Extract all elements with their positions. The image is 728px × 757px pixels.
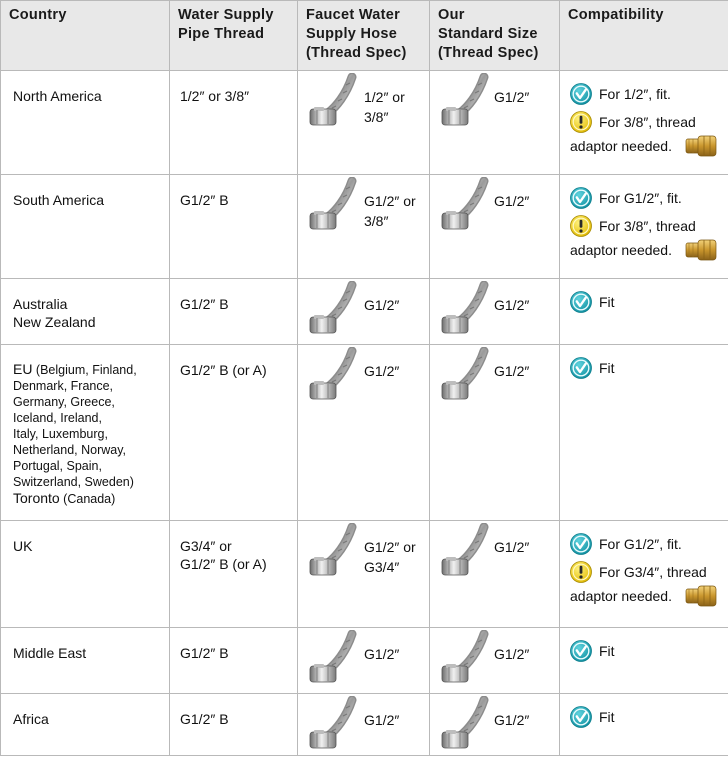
hose-thread-label: 1/2″ or 3/8″	[364, 89, 405, 125]
check-badge-icon	[570, 533, 592, 555]
country-cell: South America	[1, 175, 170, 279]
fit-text: Fit	[599, 643, 615, 659]
braided-hose-icon	[306, 177, 358, 231]
country-cell: Australia New Zealand	[1, 279, 170, 345]
hose-thread-cell	[298, 694, 430, 756]
brass-adaptor-icon	[684, 237, 718, 263]
our-size-label: G1/2″	[494, 712, 530, 728]
warn-text-2: adaptor needed.	[570, 588, 672, 604]
header-compatibility: Compatibility	[560, 1, 728, 71]
braided-hose-icon	[438, 523, 490, 577]
warn-text: For 3/8″, thread	[599, 114, 696, 130]
braided-hose-icon	[306, 523, 358, 577]
pipe-thread-cell: G1/2″ B (or A)	[170, 345, 298, 521]
country-cell: Middle East	[1, 628, 170, 694]
fit-text: Fit	[599, 709, 615, 725]
our-size-label: G1/2″	[494, 363, 530, 379]
check-badge-icon	[570, 291, 592, 313]
warn-text-2: adaptor needed.	[570, 138, 672, 154]
hose-thread-label: G1/2″	[364, 646, 400, 662]
pipe-thread-cell: G1/2″ B	[170, 279, 298, 345]
our-size-label: G1/2″	[494, 89, 530, 105]
fit-text: For G1/2″, fit.	[599, 536, 682, 552]
hose-thread-cell	[298, 175, 430, 279]
braided-hose-icon	[438, 347, 490, 401]
braided-hose-icon	[306, 347, 358, 401]
compatibility-cell	[560, 71, 728, 175]
our-size-label: G1/2″	[494, 297, 530, 313]
table-row	[1, 694, 728, 756]
braided-hose-icon	[306, 630, 358, 684]
pipe-thread-cell: G1/2″ B	[170, 628, 298, 694]
braided-hose-icon	[438, 281, 490, 335]
header-our-size: Our Standard Size (Thread Spec)	[430, 1, 560, 71]
warn-text-2: adaptor needed.	[570, 242, 672, 258]
compatibility-cell	[560, 694, 728, 756]
our-size-cell	[430, 71, 560, 175]
fit-text: Fit	[599, 360, 615, 376]
table-row	[1, 628, 728, 694]
exclamation-badge-icon	[570, 561, 592, 583]
fit-text: For G1/2″, fit.	[599, 190, 682, 206]
table-row	[1, 279, 728, 345]
braided-hose-icon	[306, 696, 358, 750]
hose-thread-cell	[298, 279, 430, 345]
pipe-thread-cell: G1/2″ B	[170, 175, 298, 279]
pipe-thread-cell: 1/2″ or 3/8″	[170, 71, 298, 175]
eu-lead: EU	[13, 361, 33, 377]
brass-adaptor-icon	[684, 583, 718, 609]
our-size-cell	[430, 175, 560, 279]
country-cell: Africa	[1, 694, 170, 756]
hose-thread-label: G1/2″	[364, 297, 400, 313]
header-hose-thread: Faucet Water Supply Hose (Thread Spec)	[298, 1, 430, 71]
hose-thread-label: G1/2″	[364, 712, 400, 728]
braided-hose-icon	[438, 630, 490, 684]
header-country: Country	[1, 1, 170, 71]
table-row	[1, 521, 728, 628]
hose-thread-cell	[298, 521, 430, 628]
country-cell: EU (Belgium, Finland, Denmark, France, Germany, Greece, Iceland, Ireland, Italy, Luxemburg, Netherland, Norway, Portugal, Spain, Switzerland, Sweden) Toronto (Canada)	[1, 345, 170, 521]
header-row	[1, 1, 728, 71]
table-row	[1, 175, 728, 279]
fit-text: For 1/2″, fit.	[599, 86, 671, 102]
check-badge-icon	[570, 357, 592, 379]
check-badge-icon	[570, 640, 592, 662]
brass-adaptor-icon	[684, 133, 718, 159]
pipe-thread-cell: G3/4″ or G1/2″ B (or A)	[170, 521, 298, 628]
check-badge-icon	[570, 187, 592, 209]
compatibility-cell	[560, 279, 728, 345]
exclamation-badge-icon	[570, 215, 592, 237]
hose-thread-label: G1/2″ or G3/4″	[364, 539, 416, 575]
hose-thread-label: G1/2″	[364, 363, 400, 379]
our-size-cell	[430, 694, 560, 756]
our-size-label: G1/2″	[494, 539, 530, 555]
country-cell: UK	[1, 521, 170, 628]
our-size-label: G1/2″	[494, 193, 530, 209]
compatibility-cell	[560, 175, 728, 279]
hose-thread-cell	[298, 345, 430, 521]
pipe-thread-cell: G1/2″ B	[170, 694, 298, 756]
braided-hose-icon	[438, 696, 490, 750]
table-row	[1, 71, 728, 175]
warn-text: For 3/8″, thread	[599, 218, 696, 234]
country-cell: North America	[1, 71, 170, 175]
compatibility-cell	[560, 521, 728, 628]
braided-hose-icon	[438, 73, 490, 127]
braided-hose-icon	[438, 177, 490, 231]
check-badge-icon	[570, 706, 592, 728]
hose-thread-label: G1/2″ or 3/8″	[364, 193, 416, 229]
our-size-cell	[430, 521, 560, 628]
toronto-label: Toronto	[13, 490, 60, 506]
table-row	[1, 345, 728, 521]
our-size-label: G1/2″	[494, 646, 530, 662]
fit-text: Fit	[599, 294, 615, 310]
hose-thread-cell	[298, 628, 430, 694]
hose-thread-cell	[298, 71, 430, 175]
header-pipe-thread: Water Supply Pipe Thread	[170, 1, 298, 71]
our-size-cell	[430, 345, 560, 521]
exclamation-badge-icon	[570, 111, 592, 133]
warn-text: For G3/4″, thread	[599, 564, 707, 580]
our-size-cell	[430, 279, 560, 345]
our-size-cell	[430, 628, 560, 694]
braided-hose-icon	[306, 281, 358, 335]
compatibility-cell	[560, 345, 728, 521]
check-badge-icon	[570, 83, 592, 105]
compatibility-cell	[560, 628, 728, 694]
braided-hose-icon	[306, 73, 358, 127]
